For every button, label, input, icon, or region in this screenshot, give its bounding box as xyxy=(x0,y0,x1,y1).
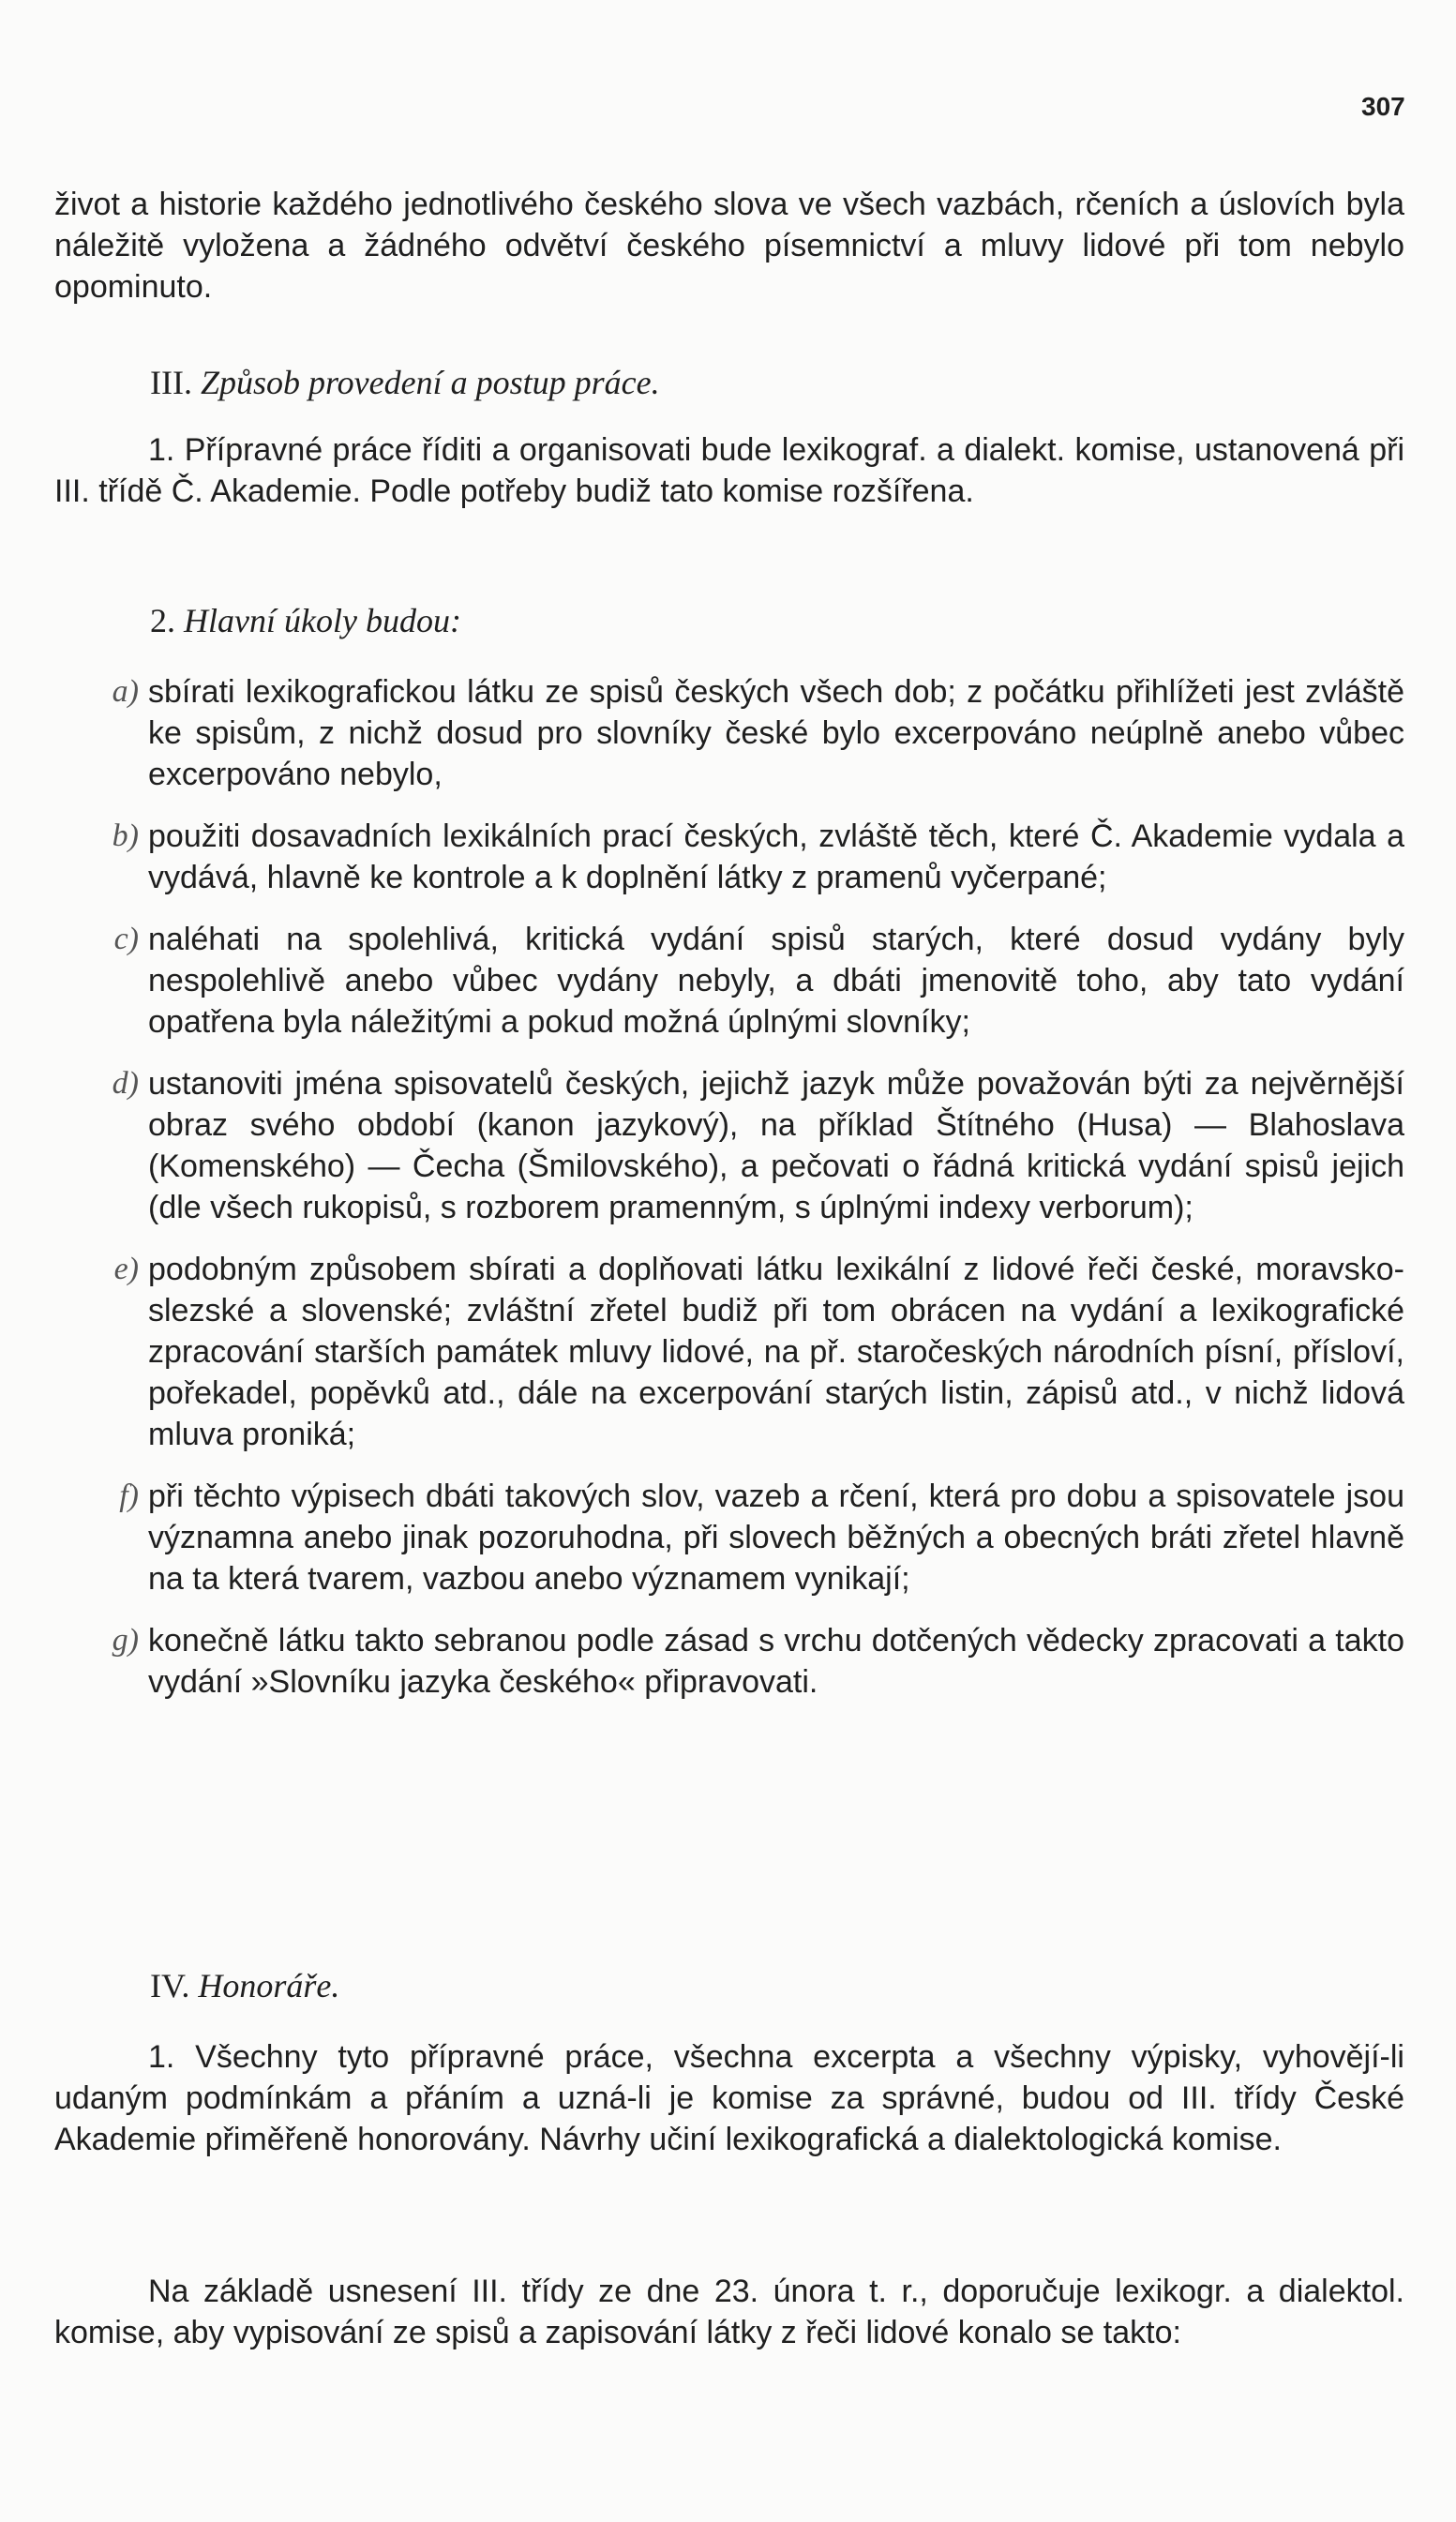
list-item-marker: b) xyxy=(112,818,139,853)
list-item-text: podobným způsobem sbírati a doplňovati látku lexikální z lidové řeči české, moravsko-slezské a slovenské; zvláštní zřetel budiž při tom obrácen na vydání a lexikografické zpracování starších památek mluvy lidové, na př. staročeských národních písní, přísloví, pořekadel, popěvků atd., dále na excerpování starých listin, zápisů atd., v nichž lidová mluva proniká; xyxy=(148,1252,1404,1452)
intro-text: život a historie každého jednotlivého českého slova ve všech vazbách, rčeních a úslovích byla náležitě vyložena a žádného odvětví českého písemnictví a mluvy lidové při tom nebylo opominuto. xyxy=(54,187,1404,305)
list-item xyxy=(54,1249,1404,1455)
point-1-paragraph xyxy=(54,429,1404,512)
section-3-title: Způsob provedení a postup práce. xyxy=(200,364,660,401)
list-item-text: naléhati na spolehlivá, kritická vydání spisů starých, které dosud vydány byly nespolehlivě anebo vůbec vydány nebyly, a dbáti jmenovitě toho, aby tato vydání opatřena byla náležitými a pokud možná úplnými slovníky; xyxy=(148,922,1404,1040)
point-1-text: 1. Přípravné práce říditi a organisovati bude lexikograf. a dialekt. komise, ustanovená při III. třídě Č. Akademie. Podle potřeby budiž tato komise rozšířena. xyxy=(54,432,1404,509)
closing-paragraph xyxy=(54,2271,1404,2353)
point-2-number: 2. xyxy=(150,602,175,639)
section-4-heading xyxy=(150,1965,339,2006)
intro-paragraph xyxy=(54,184,1404,308)
list-item xyxy=(54,671,1404,795)
list-item-text: ustanoviti jména spisovatelů českých, jejichž jazyk může považován býti za nejvěrnější obraz svého období (kanon jazykový), na příklad Štítného (Husa) — Blahoslava (Komenského) — Čecha (Šmilovského), a pečovati o řádná kritická vydání spisů jejich (dle všech rukopisů, s rozborem pramenným, s úplnými indexy verborum); xyxy=(148,1066,1404,1225)
closing-text: Na základě usnesení III. třídy ze dne 23. února t. r., doporučuje lexikogr. a dialektol. komise, aby vypisování ze spisů a zapisování látky z řeči lidové konalo se takto: xyxy=(54,2274,1404,2350)
list-item-marker: d) xyxy=(112,1066,139,1101)
list-item-marker: c) xyxy=(113,922,139,956)
section-3-heading xyxy=(150,362,660,403)
page-number: 307 xyxy=(1361,92,1405,121)
point-2-heading xyxy=(150,600,461,641)
list-item-text: použiti dosavadních lexikálních prací českých, zvláště těch, které Č. Akademie vydala a vydává, hlavně ke kontrole a k doplnění látky z pramenů vyčerpané; xyxy=(148,818,1404,895)
section-4-number: IV. xyxy=(150,1967,190,2004)
list-item-marker: a) xyxy=(112,674,139,709)
section-4-point-1-text: 1. Všechny tyto přípravné práce, všechna excerpta a všechny výpisky, vyhovějí-li udaným podmínkám a přáním a uzná-li je komise za správné, budou od III. třídy České Akademie přiměřeně honorovány. Návrhy učiní lexikografická a dialektologická komise. xyxy=(54,2039,1404,2157)
list-item-marker: g) xyxy=(112,1623,139,1658)
section-4-title: Honoráře. xyxy=(198,1967,340,2004)
section-3-number: III. xyxy=(150,364,192,401)
list-item xyxy=(54,1063,1404,1228)
list-item xyxy=(54,816,1404,898)
list-item-text: sbírati lexikografickou látku ze spisů českých všech dob; z počátku přihlížeti jest zvláště ke spisům, z nichž dosud pro slovníky české bylo excerpováno neúplně anebo vůbec excerpováno nebylo, xyxy=(148,674,1404,792)
list-item-text: konečně látku takto sebranou podle zásad s vrchu dotčených vědecky zpracovati a takto vydání »Slovníku jazyka českého« připravovati. xyxy=(148,1623,1404,1700)
list-item-text: při těchto výpisech dbáti takových slov, vazeb a rčení, která pro dobu a spisovatele jsou významna anebo jinak pozoruhodna, při slovech běžných a obecných bráti zřetel hlavně na ta která tvarem, vazbou anebo významem vynikají; xyxy=(148,1479,1404,1597)
list-item xyxy=(54,919,1404,1043)
task-list xyxy=(54,671,1404,1723)
list-item xyxy=(54,1620,1404,1703)
list-item-marker: e) xyxy=(113,1252,139,1286)
point-2-title: Hlavní úkoly budou: xyxy=(184,602,461,639)
section-4-point-1-paragraph xyxy=(54,2036,1404,2160)
list-item-marker: f) xyxy=(119,1479,139,1513)
list-item xyxy=(54,1476,1404,1599)
